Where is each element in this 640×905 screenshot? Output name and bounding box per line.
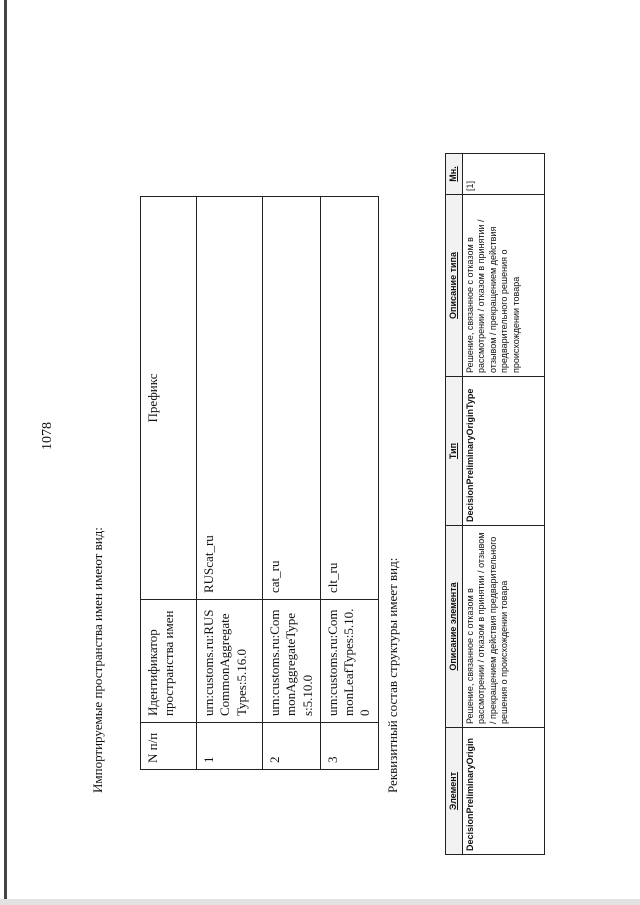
header-type-desc: Описание типа [446, 195, 463, 377]
cell-prefix: RUScat_ru [197, 197, 263, 600]
header-type: Тип [446, 377, 463, 526]
cell-num: 2 [263, 723, 321, 770]
cell-element: DecisionPreliminaryOrigin [462, 728, 544, 855]
structure-table [445, 153, 545, 855]
cell-type: DecisionPreliminaryOriginType [462, 377, 544, 526]
cell-identifier: urn:customs.ru:CommonAggregateTypes:5.10.0 [263, 600, 321, 723]
cell-prefix: clt_ru [320, 197, 378, 600]
table-row [263, 197, 321, 770]
cell-type-desc: Решение, связанное с отказом в рассмотрении / отказом в принятии / отзывом / прекращением действия предварительного решения о происхождении товара [462, 195, 544, 377]
header-identifier: Идентификатор пространства имен [141, 600, 197, 723]
cell-num: 3 [320, 723, 378, 770]
namespaces-table [140, 196, 379, 770]
header-element-desc: Описание элемента [446, 526, 463, 728]
header-mult: Мн. [446, 154, 463, 195]
header-prefix: Префикс [141, 197, 197, 600]
cell-identifier: urn:customs.ru:CommonLeafTypes:5.10.0 [320, 600, 378, 723]
table-row [320, 197, 378, 770]
header-element: Элемент [446, 728, 463, 855]
table-header-row [141, 197, 197, 770]
table-row [462, 154, 544, 855]
structure-intro: Реквизитный состав структуры имеет вид: [385, 557, 400, 793]
header-num: N п/п [141, 723, 197, 770]
table-row [197, 197, 263, 770]
namespaces-intro: Импортируемые пространства имен имеют вид: [90, 527, 105, 793]
cell-mult: [1] [462, 154, 544, 195]
page-number: 1078 [40, 422, 55, 450]
table-header-row [446, 154, 463, 855]
cell-prefix: cat_ru [263, 197, 321, 600]
cell-identifier: urn:customs.ru:RUSCommonAggregateTypes:5.16.0 [197, 600, 263, 723]
cell-num: 1 [197, 723, 263, 770]
cell-element-desc: Решение, связанное с отказом в рассмотрении / отказом в принятии / отзывом / прекращением действия предварительного решения о происхождении товара [462, 526, 544, 728]
